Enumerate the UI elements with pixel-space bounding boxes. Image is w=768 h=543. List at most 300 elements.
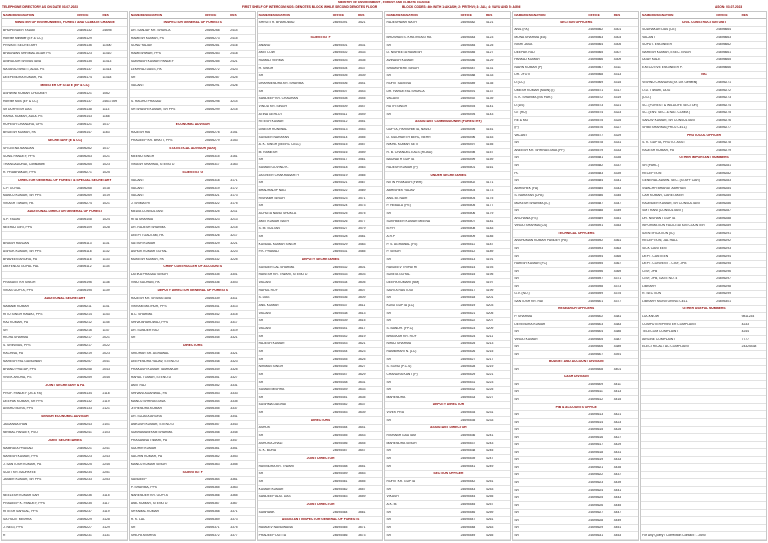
entry-res-phone: 1021	[102, 202, 110, 206]
entry-name: P. SINGH	[386, 250, 401, 254]
entry-name: SR	[386, 449, 392, 453]
directory-entry	[385, 295, 510, 303]
directory-entry	[513, 313, 638, 321]
directory-entry	[385, 532, 510, 540]
entry-name: VIKASH SHARMA, STENO D	[130, 162, 175, 166]
directory-entry	[385, 226, 510, 234]
entry-name: MANOJ KUMAR, SR PPS	[3, 194, 42, 198]
entry-name: SR	[514, 330, 519, 334]
entry-res-phone: 4255	[485, 495, 494, 499]
entry-name: NARESH KUMAR, EXEC. ENGR	[642, 50, 691, 54]
directory-entry	[385, 264, 510, 272]
entry-name: RAVINDRA KR. TIWARI	[258, 464, 294, 468]
entry-name: PRIVATE SECRETARY	[3, 44, 38, 48]
entry-office-phone: 24695428	[332, 235, 348, 239]
entry-office-phone: 24695262	[77, 147, 92, 151]
directory-entry	[641, 49, 766, 57]
entry-office-phone: 24695565	[588, 50, 604, 54]
entry-res-phone: 3365	[230, 494, 238, 498]
directory-entry	[258, 142, 383, 150]
entry-res-phone: 4341	[613, 179, 622, 183]
entry-name: SUBRAMANIYAM SHARMA	[130, 431, 173, 435]
directory-entry	[641, 283, 766, 291]
directory-entry	[513, 464, 638, 472]
entry-res-phone: 2414	[230, 28, 238, 32]
entry-res-phone: 3563	[358, 166, 366, 170]
directory-entry	[130, 106, 255, 114]
entry-res-phone: 4439	[613, 480, 622, 484]
entry-res-phone: 4191	[485, 258, 494, 262]
directory-entry	[130, 382, 255, 390]
directory-entry	[130, 240, 255, 248]
section-title: ECONOMIC ADVISOR	[175, 123, 210, 127]
entry-res-phone: 4263	[485, 525, 494, 529]
entry-res-phone: 1138	[102, 281, 110, 285]
entry-name: ARCHANA (FS)	[514, 216, 538, 220]
entry-res-phone: 24695	[102, 28, 112, 32]
entry-name: VINOD KR. SINGH	[258, 104, 287, 108]
entry-office-phone: 24695544	[460, 495, 476, 499]
entry-res-phone: 3651	[358, 464, 366, 468]
entry-res-phone: 2022	[102, 344, 110, 348]
directory-entry	[130, 224, 255, 232]
directory-entry	[641, 245, 766, 253]
entry-name: SC. (ENV. SEC. & NAT. COMM.)	[642, 111, 690, 115]
directory-entry	[385, 249, 510, 257]
directory-entry	[641, 298, 766, 306]
directory-entry	[2, 500, 127, 508]
entry-office-phone: 24695574	[588, 111, 604, 115]
entry-name: DEVENDRA KUMAR	[514, 322, 546, 326]
directory-entry	[258, 494, 383, 502]
directory-entry	[513, 283, 638, 291]
entry-office-phone: 24695611	[588, 390, 603, 394]
entry-office-phone: 24695135	[77, 60, 92, 64]
entry-res-phone: 3129	[102, 525, 110, 529]
entry-name: SR	[386, 357, 392, 361]
directory-column	[384, 11, 511, 541]
entry-office-phone: 24695489	[460, 81, 476, 85]
entry-res-phone: 2253	[102, 478, 110, 482]
entry-res-phone: 1168	[102, 115, 110, 119]
entry-name: PRAKASH KUMAR TAMRAKAR	[130, 367, 179, 371]
directory-entry	[385, 501, 510, 509]
directory-entry	[130, 500, 255, 508]
entry-name: ACHUTA NAND SHUKLA	[258, 212, 297, 216]
entry-name: NAMRATA PRASAD	[3, 446, 33, 450]
entry-office-phone: 24695223	[77, 454, 92, 458]
directory-entry	[2, 358, 127, 366]
entry-res-phone: 7777	[741, 337, 749, 341]
entry-res-phone: 1019	[102, 194, 110, 198]
entry-name: ROHIT SAXENA	[386, 81, 411, 85]
entry-res-phone: 4253	[485, 487, 494, 491]
directory-entry	[641, 427, 766, 435]
entry-office-phone: 24695364	[204, 478, 220, 482]
entry-name: VIVEK ARORA, PS	[3, 375, 32, 379]
entry-name: DR. HARDEYAL SHUKLA	[386, 89, 425, 93]
entry-office-phone: 24695292	[716, 239, 731, 243]
directory-entry	[258, 364, 383, 372]
directory-entry	[641, 34, 766, 42]
entry-office-phone: 24695281	[204, 44, 220, 48]
entry-name: NARESH KUMAR, PPS	[3, 454, 38, 458]
entry-office-phone: 24695606	[588, 345, 604, 349]
entry-res-phone: 3153	[230, 139, 238, 143]
entry-res-phone: 4327	[613, 126, 622, 130]
entry-office-phone: 24695355	[204, 407, 220, 411]
entry-res-phone: 3653	[358, 472, 366, 476]
directory-entry	[513, 147, 638, 155]
entry-res-phone: 4205	[485, 311, 494, 315]
entry-res-phone: 4383	[613, 322, 622, 326]
directory-entry	[385, 455, 510, 463]
entry-name: D (DS)	[514, 103, 525, 107]
entry-res-phone: 3521	[358, 20, 366, 24]
entry-office-phone: 24695358	[204, 431, 220, 435]
entry-name: J. SRIMATHI	[130, 202, 150, 206]
entry-name: JASVEER CHAKRABARTY	[258, 173, 300, 177]
directory-entry	[130, 66, 255, 74]
entry-res-phone: 4415	[613, 397, 622, 401]
entry-name: RITESH SAHGAL, PPS	[3, 510, 38, 514]
directory-entry	[130, 232, 255, 240]
entry-office-phone: 24695279	[716, 148, 731, 152]
entry-office-phone: 24695366	[204, 494, 220, 498]
entry-office-phone: 24695331	[204, 249, 220, 253]
entry-name: SR	[258, 319, 264, 323]
entry-res-phone: 4323	[613, 111, 622, 115]
entry-name: SMT RANI (CONSULTANT)	[642, 209, 683, 213]
directory-entry	[385, 88, 510, 96]
entry-name: B.C. SHARMA	[130, 312, 153, 316]
entry-name: D. NISHEETA RAMESH	[386, 51, 422, 55]
directory-entry	[641, 177, 766, 185]
directory-entry	[2, 129, 127, 137]
entry-name: P. S. AGRAWAL (FS)	[386, 242, 418, 246]
entry-res-phone: 3225	[230, 257, 238, 261]
directory-entry	[2, 153, 127, 161]
directory-entry	[2, 516, 127, 524]
directory-entry	[130, 27, 255, 35]
column-header	[258, 12, 383, 19]
entry-office-phone: 24695348	[204, 360, 220, 364]
entry-office-phone: 24695626	[588, 503, 604, 507]
entry-name: DINESH RUNIWAL	[258, 127, 288, 131]
section-title: PROTOCOL OFFICER	[687, 133, 722, 137]
entry-name: NAMAMI KUMAR	[3, 304, 30, 308]
entry-res-phone: 4231	[485, 411, 494, 415]
entry-name: RAJINDER KUMAR, SR CONSULTANT	[642, 201, 701, 205]
entry-name: VACANT	[514, 133, 528, 137]
entry-office-phone: 24695121	[77, 123, 92, 127]
directory-entry	[385, 57, 510, 65]
directory-entry	[258, 233, 383, 241]
entry-office-phone: 24695542	[460, 480, 476, 484]
entry-name: RAMDEV NANDWANA	[258, 525, 293, 529]
entry-name: RAMESHWAR, PPS	[130, 52, 161, 56]
directory-column	[640, 11, 767, 541]
entry-office-phone: 24695278	[716, 141, 731, 145]
entry-name: SICK CANTEEN	[642, 247, 667, 251]
entry-office-phone: 24695369	[204, 517, 220, 521]
entry-name: ATINA GEHLOT	[258, 112, 283, 116]
entry-name: KUMAR KUMAR	[258, 487, 284, 491]
entry-office-phone: 24695412	[332, 120, 348, 124]
entry-res-phone: 3613	[358, 311, 366, 315]
entry-office-phone: 24695531	[460, 380, 476, 384]
entry-office-phone: 24695278	[204, 131, 220, 135]
entry-res-phone: 3569	[358, 189, 366, 193]
entry-name: SR	[514, 277, 519, 281]
entry-name: DR. SUJATA ARORA	[130, 415, 162, 419]
entry-office-phone: 24695569	[588, 81, 604, 84]
entry-name: VACANT	[642, 35, 656, 39]
entry-name: MANOJ KUMAR SINGH	[130, 462, 167, 466]
entry-res-phone: 4313	[613, 73, 622, 77]
directory-entry	[130, 311, 255, 319]
entry-name: J. NEGI, PPS	[3, 525, 23, 529]
entry-office-phone: 24695564	[588, 43, 604, 47]
entry-res-phone: 4425	[613, 428, 622, 432]
entry-name: SHAMSHERE SINGH	[386, 66, 419, 70]
entry-name: RITESH KUMAR	[258, 120, 284, 124]
entry-name: SUSHMA DAGRAI	[258, 403, 287, 407]
header-office: OFFICE	[716, 13, 728, 17]
entry-res-phone: 4423	[613, 420, 622, 424]
entry-name: BRIJESH KUMAR, PA	[3, 131, 36, 135]
entry-office-phone: 24695549	[460, 533, 476, 537]
entry-office-phone: 24695291	[716, 231, 731, 235]
entry-name: SR	[258, 204, 264, 208]
directory-entry	[641, 147, 766, 155]
directory-entry	[130, 193, 255, 201]
directory-entry	[130, 58, 255, 66]
entry-res-phone: 3161	[230, 154, 238, 158]
entry-office-phone: 24695453	[332, 411, 348, 415]
entry-office-phone: 24695461	[332, 480, 348, 484]
entry-res-phone: 11418	[102, 76, 112, 80]
entry-res-phone: 4135	[485, 81, 494, 85]
entry-name: SR	[386, 457, 392, 461]
header-res: RES	[102, 13, 109, 17]
entry-name: BHADRADIP NAG	[258, 189, 286, 193]
section-heading	[385, 119, 510, 127]
entry-office-phone: 24695335	[204, 273, 220, 277]
entry-res-phone: 3175	[230, 202, 238, 206]
entry-office-phone: 24695582	[588, 164, 604, 168]
entry-res-phone: 3639	[358, 411, 366, 415]
directory-entry	[385, 409, 510, 417]
entry-res-phone: 4181	[485, 219, 494, 223]
entry-res-phone: 3627	[358, 365, 366, 369]
entry-name: SANDEEP	[130, 478, 147, 482]
directory-entry	[385, 50, 510, 58]
entry-name: GUPTA, PARISHMITA, NAVID	[386, 127, 431, 131]
entry-name: PRASANT KR SINGH	[3, 281, 36, 285]
entry-res-phone: 4411	[613, 382, 621, 386]
entry-office-phone: 24695517	[460, 288, 476, 292]
entry-name: SR	[514, 473, 519, 477]
entry-name: A.K. M.	[386, 503, 398, 507]
entry-res-phone: 3567	[358, 181, 366, 185]
entry-res-phone: 3303	[230, 281, 238, 285]
entry-res-phone: 4345	[613, 194, 622, 198]
entry-office-phone: 24695372	[204, 533, 220, 537]
directory-entry	[2, 35, 127, 43]
entry-name: S. K. SHARMA (NS PAR.)	[514, 96, 553, 100]
entry-office-phone: 24695627	[588, 511, 604, 515]
entry-office-phone: 24695129	[77, 36, 92, 40]
section-heading	[641, 155, 766, 163]
entry-office-phone: 24695563	[588, 35, 604, 39]
entry-office-phone: 24695121	[77, 91, 92, 95]
entry-name: RAJESH RAI	[130, 131, 151, 135]
entry-res-phone: 11400	[102, 44, 112, 48]
entry-office-phone: 24695442	[332, 334, 348, 338]
directory-entry	[2, 398, 127, 406]
directory-entry	[385, 371, 510, 379]
directory-entry	[385, 448, 510, 456]
entry-office-phone: 24695123	[77, 52, 92, 56]
entry-office-phone: 24695617	[588, 443, 604, 447]
directory-entry	[641, 87, 766, 95]
directory-entry	[513, 170, 638, 178]
directory-entry	[641, 27, 766, 35]
entry-name: MUKESH SHARMA (IC)	[514, 201, 550, 205]
section-title: JOINT SECRETARIES	[47, 439, 82, 442]
entry-name: O.D. TIWARI, DDG	[642, 88, 671, 92]
entry-res-phone: 1028	[102, 225, 110, 229]
directory-entry	[385, 149, 510, 157]
directory-entry	[2, 240, 127, 248]
entry-office-phone: 24695321	[204, 194, 220, 198]
entry-office-phone: 24695499	[460, 158, 476, 162]
entry-office-phone: 24695519	[460, 303, 476, 307]
entry-name: SR	[258, 334, 264, 338]
entry-name: SUMAN MISHRA	[258, 388, 285, 392]
entry-office-phone: 24695516	[460, 280, 476, 284]
entry-name: RAJESH KR. SRIVASTAVA	[130, 296, 171, 300]
directory-entry	[641, 434, 766, 442]
entry-name: DR. JYOTI	[514, 73, 531, 77]
directory-entry	[385, 478, 510, 486]
directory-entry	[385, 302, 510, 310]
entry-res-phone: 2426	[230, 83, 238, 87]
entry-res-phone: 4305	[613, 43, 622, 47]
entry-res-phone: 2119	[102, 399, 110, 403]
entry-res-phone: 2415	[230, 36, 238, 40]
entry-office-phone: 24695603	[588, 322, 604, 326]
directory-entry	[2, 98, 127, 106]
entry-name: MUKESH KUMAR, PA	[130, 257, 164, 261]
entry-res-phone: 3373	[230, 517, 238, 521]
entry-office-phone: 24695443	[332, 342, 348, 346]
entry-name: SATISH KUMAR	[130, 241, 156, 245]
entry-res-phone: 2103	[102, 431, 110, 435]
entry-office-phone: 24695368	[204, 510, 220, 514]
directory-entry	[513, 208, 638, 216]
directory-entry	[2, 406, 127, 414]
entry-office-phone: 24695367	[204, 502, 220, 506]
entry-res-phone: 9811234	[741, 314, 755, 318]
entry-name: MEENU SINGH	[130, 154, 155, 158]
directory-entry	[385, 517, 510, 525]
section-title: ASSISTANT INSPECTOR GENERAL OF FORESTS	[281, 518, 360, 522]
directory-entry	[385, 164, 510, 172]
entry-res-phone: 4245	[485, 449, 494, 453]
directory-entry	[130, 327, 255, 335]
entry-office-phone: 24695299	[204, 107, 220, 111]
entry-office-phone: 24695401	[332, 43, 348, 47]
directory-entry	[258, 279, 383, 287]
entry-office-phone: 24695409	[332, 104, 348, 108]
directory-entry	[130, 161, 255, 169]
entry-res-phone: 2101	[102, 423, 110, 427]
header-res: RES	[358, 13, 365, 17]
entry-name: VINU SUDHAN, PA	[130, 281, 160, 285]
entry-res-phone: 3214	[230, 99, 238, 103]
entry-office-phone: 24695449	[332, 388, 348, 392]
entry-name: ANAND	[258, 43, 271, 47]
entry-res-phone: 3223	[230, 249, 238, 253]
entry-name: VACANT	[386, 97, 400, 101]
entry-office-phone: 24695344	[204, 328, 220, 332]
entry-name: RECEPTION	[642, 171, 662, 175]
directory-entry	[513, 57, 638, 65]
directory-entry	[130, 516, 255, 524]
entry-office-phone: 24695601	[588, 299, 604, 303]
entry-res-phone: 4131	[485, 66, 494, 70]
entry-name: RAHUL KUMAR, ADDL PS	[3, 115, 43, 119]
entry-res-phone: 4225	[485, 388, 494, 392]
directory-entry	[385, 103, 510, 111]
entry-name: AVINASH KUMAR	[386, 58, 414, 62]
section-heading	[2, 414, 127, 422]
entry-name: SHIBI SHARMA (PROJ CELL)	[642, 126, 687, 130]
entry-name: SR	[386, 487, 392, 491]
entry-office-phone: 24695456	[332, 441, 348, 445]
entry-res-phone: 3533	[358, 51, 366, 55]
entry-office-phone: 24695562	[588, 28, 604, 32]
directory-entry	[2, 185, 127, 193]
entry-res-phone: 3605	[358, 280, 366, 284]
entry-office-phone: 24695629	[588, 526, 604, 530]
directory-entry	[130, 177, 255, 185]
entry-res-phone: 4361	[613, 239, 622, 243]
entry-res-phone: 3623	[358, 349, 366, 353]
directory-entry	[2, 524, 127, 532]
entry-office-phone: 24695622	[588, 473, 604, 477]
entry-office-phone: 24695362	[204, 454, 220, 458]
directory-entry	[2, 106, 127, 114]
entry-res-phone: 3555	[358, 135, 366, 139]
entry-name: SR	[514, 480, 519, 484]
entry-office-phone: 24695546	[460, 510, 476, 514]
entry-name: AMIT KUMAR NATH	[258, 219, 289, 223]
directory-entry	[641, 359, 766, 367]
entry-office-phone: 24695609	[588, 382, 604, 386]
directory-entry	[513, 442, 638, 450]
entry-office-phone: 24695288	[716, 216, 731, 220]
entry-res-phone: 4159	[485, 158, 494, 162]
entry-name: SR	[514, 488, 519, 492]
entry-office-phone: 24695533	[460, 395, 476, 399]
entry-name: SR	[514, 526, 519, 530]
entry-res-phone: 3601	[358, 265, 366, 269]
directory-entry	[130, 319, 255, 327]
entry-office-phone: 24695525	[460, 342, 476, 346]
